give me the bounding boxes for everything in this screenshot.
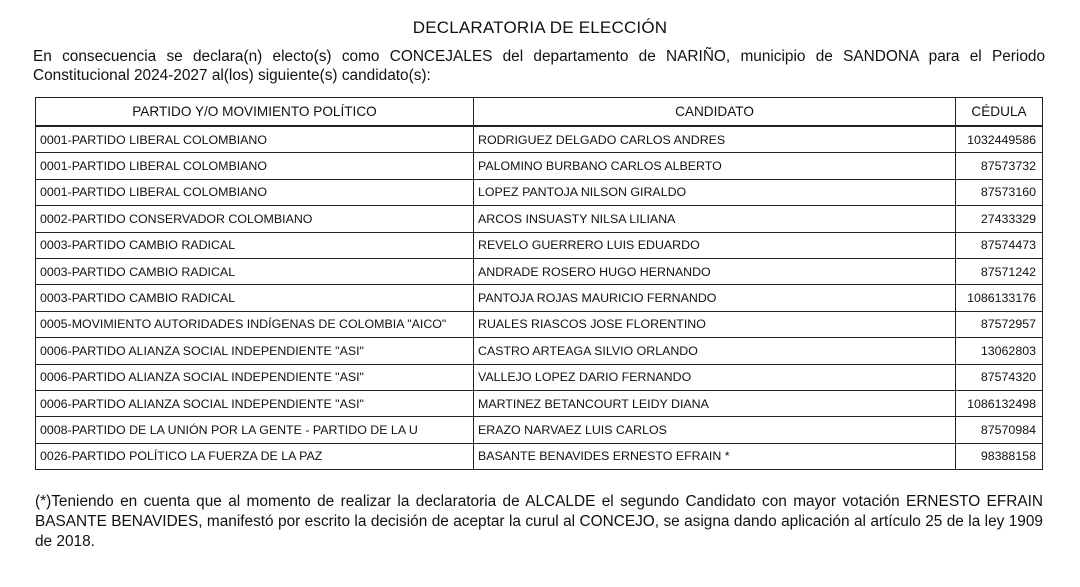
candidate-cell: ERAZO NARVAEZ LUIS CARLOS [474,417,956,443]
id-number-cell: 87573160 [956,179,1043,205]
party-cell: 0001-PARTIDO LIBERAL COLOMBIANO [36,153,474,179]
candidate-cell: CASTRO ARTEAGA SILVIO ORLANDO [474,338,956,364]
id-number-cell: 13062803 [956,338,1043,364]
candidate-cell: ARCOS INSUASTY NILSA LILIANA [474,206,956,232]
id-number-cell: 1032449586 [956,126,1043,153]
candidate-cell: REVELO GUERRERO LUIS EDUARDO [474,232,956,258]
id-number-cell: 87574320 [956,364,1043,390]
id-number-cell: 98388158 [956,443,1043,469]
table-row [36,311,1043,337]
party-cell: 0002-PARTIDO CONSERVADOR COLOMBIANO [36,206,474,232]
table-row [36,153,1043,179]
table-row [36,179,1043,205]
party-cell: 0003-PARTIDO CAMBIO RADICAL [36,285,474,311]
table-row [36,417,1043,443]
candidate-cell: RUALES RIASCOS JOSE FLORENTINO [474,311,956,337]
table-row [36,206,1043,232]
id-number-cell: 1086133176 [956,285,1043,311]
document-title: DECLARATORIA DE ELECCIÓN [412,18,668,37]
id-number-cell: 87570984 [956,417,1043,443]
party-cell: 0006-PARTIDO ALIANZA SOCIAL INDEPENDIENTE "ASI" [36,390,474,416]
id-number-cell: 27433329 [956,206,1043,232]
table-row [36,364,1043,390]
candidate-cell: VALLEJO LOPEZ DARIO FERNANDO [474,364,956,390]
party-cell: 0001-PARTIDO LIBERAL COLOMBIANO [36,179,474,205]
party-cell: 0006-PARTIDO ALIANZA SOCIAL INDEPENDIENTE "ASI" [36,364,474,390]
party-cell: 0026-PARTIDO POLÍTICO LA FUERZA DE LA PAZ [36,443,474,469]
table-row [36,338,1043,364]
party-cell: 0001-PARTIDO LIBERAL COLOMBIANO [36,126,474,153]
table-row [36,126,1043,153]
table-row [36,285,1043,311]
candidate-cell: PALOMINO BURBANO CARLOS ALBERTO [474,153,956,179]
candidate-cell: LOPEZ PANTOJA NILSON GIRALDO [474,179,956,205]
candidate-cell: ANDRADE ROSERO HUGO HERNANDO [474,258,956,284]
party-cell: 0008-PARTIDO DE LA UNIÓN POR LA GENTE - PARTIDO DE LA U [36,417,474,443]
candidate-cell: BASANTE BENAVIDES ERNESTO EFRAIN * [474,443,956,469]
table-row [36,443,1043,469]
party-cell: 0006-PARTIDO ALIANZA SOCIAL INDEPENDIENTE "ASI" [36,338,474,364]
header-id-number: CÉDULA [956,98,1043,127]
elected-candidates-table [35,97,1043,470]
party-cell: 0003-PARTIDO CAMBIO RADICAL [36,258,474,284]
id-number-cell: 1086132498 [956,390,1043,416]
id-number-cell: 87571242 [956,258,1043,284]
header-candidate: CANDIDATO [474,98,956,127]
candidate-cell: PANTOJA ROJAS MAURICIO FERNANDO [474,285,956,311]
table-header-row [36,98,1043,127]
candidate-cell: RODRIGUEZ DELGADO CARLOS ANDRES [474,126,956,153]
table-row [36,258,1043,284]
table-row [36,390,1043,416]
id-number-cell: 87572957 [956,311,1043,337]
candidate-cell: MARTINEZ BETANCOURT LEIDY DIANA [474,390,956,416]
party-cell: 0003-PARTIDO CAMBIO RADICAL [36,232,474,258]
footnote-paragraph: (*)Teniendo en cuenta que al momento de realizar la declaratoria de ALCALDE el segundo Candidato con mayor votación ERNESTO EFRAIN BASANTE BENAVIDES, manifestó por escrito la decisión de aceptar la curul al CONCEJO, se asigna dando aplicación al artículo 25 de la ley 1909 de 2018. [35,493,1043,550]
intro-paragraph: En consecuencia se declara(n) electo(s) como CONCEJALES del departamento de NARIÑO, municipio de SANDONA para el Periodo Constitucional 2024-2027 al(los) siguiente(s) candidato(s): [33,48,1045,84]
id-number-cell: 87573732 [956,153,1043,179]
id-number-cell: 87574473 [956,232,1043,258]
header-party: PARTIDO Y/O MOVIMIENTO POLÍTICO [36,98,474,127]
table-row [36,232,1043,258]
party-cell: 0005-MOVIMIENTO AUTORIDADES INDÍGENAS DE COLOMBIA "AICO" [36,311,474,337]
